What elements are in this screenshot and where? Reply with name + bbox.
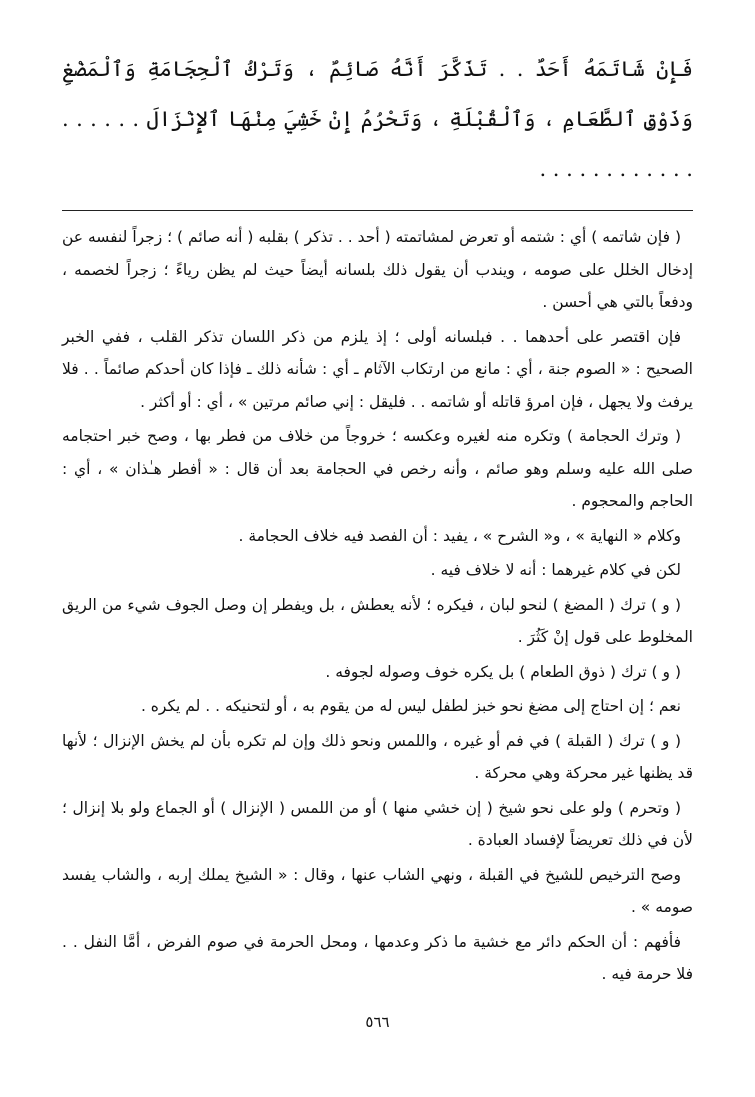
sharh-commentary — [62, 221, 693, 991]
sharh-paragraph-4: وكلام « النهاية » ، و« الشرح » ، يفيد : أن الفصد فيه خلاف الحجامة . — [238, 526, 681, 545]
separator-rule — [62, 210, 693, 211]
sharh-paragraph-6: ( و ) ترك ( المضغ ) لنحو لبان ، فيكره ؛ لأنه يعطش ، بل ويفطر إن وصل الجوف شيء من الريق المخلوط على قول إنْ كَثُرَ . — [62, 595, 693, 646]
sharh-paragraph-5: لكن في كلام غيرهما : أنه لا خلاف فيه . — [430, 561, 681, 579]
sharh-paragraph-7: ( و ) ترك ( ذوق الطعام ) بل يكره خوف وصوله لجوفه . — [325, 662, 681, 681]
sharh-paragraph-11: وصح الترخيص للشيخ في القبلة ، ونهي الشاب عنها ، وقال : « الشيخ يملك إربه ، والشاب يفسد صومه » . — [62, 865, 693, 916]
matn-text: فَإِنْ شَاتَمَهُ أَحَدٌ . . تَذَكَّرَ أَنَّهُ صَائِمٌ ، وَتَرْكُ ٱلْحِجَامَةِ وَٱلْمَضْغِ وَذَوْقِ ٱلطَّعَامِ ، وَٱلْقُبْلَةِ ، وَتَحْرُمُ إِنْ خَشِيَ مِنْهَا ٱلإِنْزَالَ . . . . . . . . . . . . . . . . . . — [62, 57, 693, 181]
sharh-paragraph-8: نعم ؛ إن احتاج إلى مضغ نحو خبز لطفل ليس له من يقوم به ، أو لتحنيكه . . لم يكره . — [140, 697, 681, 715]
sharh-paragraph-3: ( وترك الحجامة ) وتكره منه لغيره وعكسه ؛ خروجاً من خلاف من فطر بها ، وصح خبر احتجامه صلى الله عليه وسلم وهو صائم ، وأنه رخص في الحجامة بعد أن قال : « أفطر هـٰذان » ، أي : الحاجم والمحجوم . — [62, 427, 693, 510]
sharh-paragraph-2: فإن اقتصر على أحدهما . . فبلسانه أولى ؛ إذ يلزم من ذكر اللسان تذكر القلب ، ففي الخبر الصحيح : « الصوم جنة ، أي : مانع من ارتكاب الآثام ـ أي : شأنه ذلك ـ فإذا كان أحدكم صائماً . . فلا يرفث ولا يجهل ، فإن امرؤ قاتله أو شاتمه . . فليقل : إني صائم مرتين » ، أي : أو أكثر . — [62, 327, 693, 411]
sharh-paragraph-10: ( وتحرم ) ولو على نحو شيخ ( إن خشي منها ) أو من اللمس ( الإنزال ) أو الجماع ولو بلا إنزال ؛ لأن في ذلك تعريضاً لإفساد العبادة . — [62, 798, 693, 849]
page-number: ٥٦٦ — [365, 1013, 390, 1031]
sharh-paragraph-9: ( و ) ترك ( القبلة ) في فم أو غيره ، واللمس ونحو ذلك وإن لم تكره بأن لم يخش الإنزال ؛ لأنها قد يظنها غير محركة وهي محركة . — [62, 731, 693, 782]
sharh-paragraph-12: فأفهم : أن الحكم دائر مع خشية ما ذكر وعدمها ، ومحل الحرمة في صوم الفرض ، أمَّا النفل . . فلا حرمة فيه . — [62, 932, 693, 983]
sharh-paragraph-1: ( فإن شاتمه ) أي : شتمه أو تعرض لمشاتمته ( أحد . . تذكر ) بقلبه ( أنه صائم ) ؛ زجراً لنفسه عن إدخال الخلل على صومه ، ويندب أن يقول ذلك بلسانه أيضاً حيث لم يظن رياءً ؛ زجراً لخصمه ، ودفعاً بالتي هي أحسن . — [62, 228, 693, 311]
